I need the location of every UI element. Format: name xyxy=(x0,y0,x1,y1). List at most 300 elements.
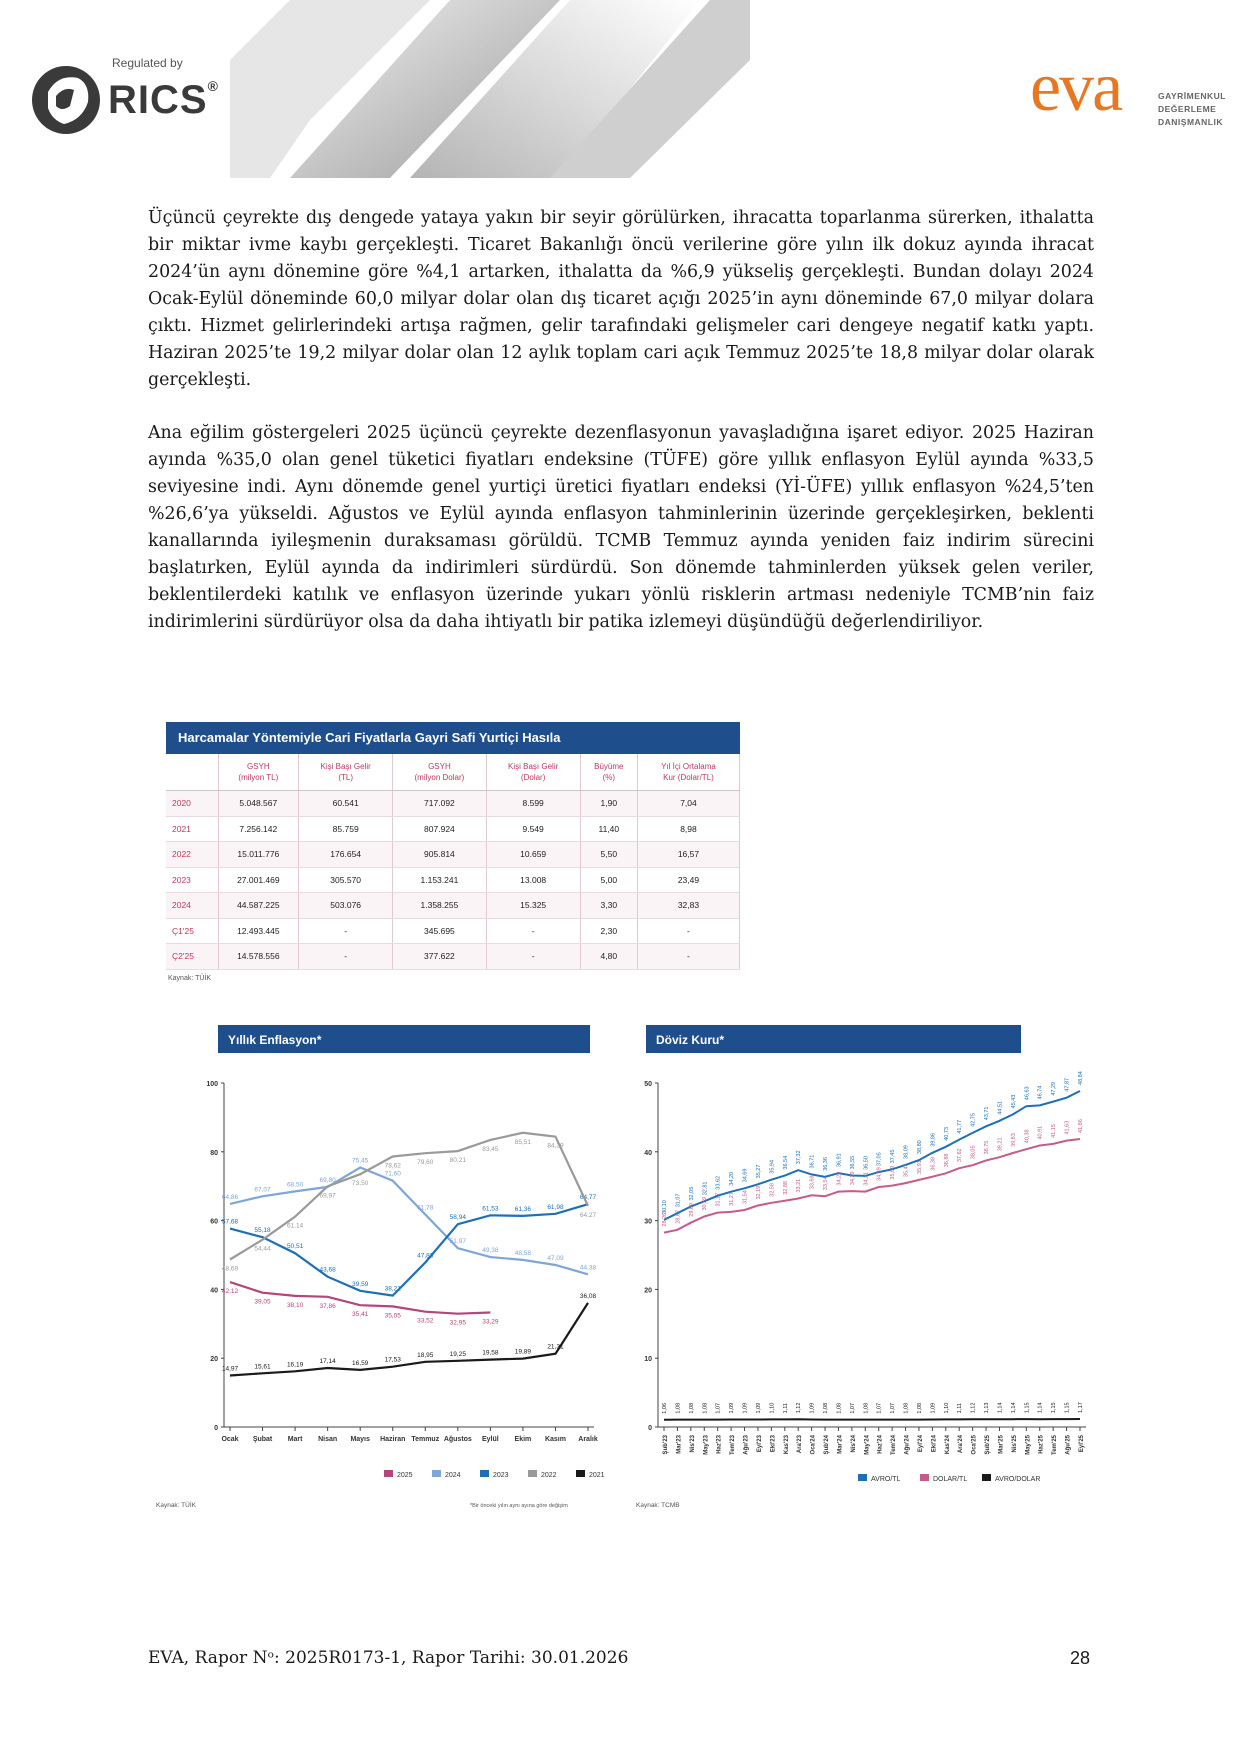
y-tick-label: 10 xyxy=(644,1356,652,1364)
data-label: 1,09 xyxy=(809,1402,816,1414)
legend-label: AVRO/DOLAR xyxy=(995,1476,1041,1483)
data-label: 32,88 xyxy=(782,1181,789,1195)
data-label: 71,60 xyxy=(384,1170,401,1178)
table-row xyxy=(166,791,740,817)
data-label: 33,52 xyxy=(417,1317,434,1325)
table-cell: 1.358.255 xyxy=(393,893,486,919)
data-label: 33,62 xyxy=(715,1175,722,1190)
row-year-cell: Ç2'25 xyxy=(166,944,218,970)
y-tick-label: 0 xyxy=(214,1425,218,1432)
x-tick-label: Haz'25 xyxy=(1038,1435,1045,1454)
y-tick-label: 40 xyxy=(210,1287,218,1295)
data-label: 32,81 xyxy=(702,1181,709,1196)
data-label: 33,54 xyxy=(823,1176,830,1191)
data-label: 38,21 xyxy=(384,1285,401,1293)
data-label: 37,45 xyxy=(890,1149,897,1164)
data-label: 36,71 xyxy=(809,1154,816,1169)
data-label: 1,07 xyxy=(849,1402,856,1414)
data-label: 1,14 xyxy=(997,1402,1004,1414)
table-cell: 10.659 xyxy=(486,842,580,868)
legend-swatch xyxy=(432,1470,441,1477)
eva-wordmark: eva xyxy=(1030,49,1122,126)
x-tick-label: May'23 xyxy=(703,1435,710,1455)
table-header-cell: Büyüme (%) xyxy=(580,754,637,791)
data-label: 38,10 xyxy=(286,1301,304,1309)
rics-regulated-label: Regulated by xyxy=(112,56,183,70)
data-label: 38,80 xyxy=(916,1140,923,1155)
table-cell: - xyxy=(637,918,739,944)
data-label: 32,19 xyxy=(755,1185,762,1200)
data-label: 34,69 xyxy=(742,1168,749,1183)
series-line-avro-dolar xyxy=(664,1419,1080,1420)
data-label: 38,75 xyxy=(984,1140,991,1155)
table-cell: 5,50 xyxy=(580,842,637,868)
inflation-chart xyxy=(148,985,620,1515)
x-tick-label: Kasım xyxy=(544,1436,566,1443)
table-cell: 7.256.142 xyxy=(218,816,299,842)
data-label: 67,07 xyxy=(254,1186,271,1194)
table-row xyxy=(166,893,740,919)
data-label: 36,55 xyxy=(849,1155,856,1170)
table-cell: 8,98 xyxy=(637,816,739,842)
x-tick-label: Ara'23 xyxy=(797,1435,804,1454)
data-label: 1,15 xyxy=(1064,1402,1071,1414)
y-tick-label: 40 xyxy=(644,1149,652,1157)
table-header-cell: Yıl İçi Ortalama Kur (Dolar/TL) xyxy=(637,754,739,791)
data-label: 35,27 xyxy=(755,1164,762,1179)
data-label: 1,14 xyxy=(1010,1402,1017,1414)
table-cell: 345.695 xyxy=(393,918,486,944)
data-label: 1,17 xyxy=(1078,1402,1084,1413)
data-label: 1,10 xyxy=(943,1402,950,1414)
data-label: 69,97 xyxy=(319,1192,336,1200)
exchange-rate-chart xyxy=(628,985,1093,1515)
data-label: 61,78 xyxy=(417,1204,434,1212)
legend-swatch xyxy=(576,1470,585,1477)
data-label: 1,09 xyxy=(930,1402,937,1414)
x-tick-label: Ekim xyxy=(514,1436,532,1443)
table-source: Kaynak: TÜİK xyxy=(168,975,212,982)
x-tick-label: Eylül xyxy=(481,1436,499,1443)
chart-title: Döviz Kuru* xyxy=(656,1033,725,1047)
x-tick-label: Eki'23 xyxy=(770,1435,777,1453)
data-label: 39,83 xyxy=(1010,1133,1017,1147)
legend-label: 2025 xyxy=(397,1472,413,1479)
table-cell: 4,80 xyxy=(580,944,637,970)
table-cell: 85.759 xyxy=(299,816,393,842)
row-year-cell: 2024 xyxy=(166,893,218,919)
table-cell: 11,40 xyxy=(580,816,637,842)
data-label: 44,51 xyxy=(997,1101,1004,1115)
x-tick-label: Oca'24 xyxy=(810,1435,817,1455)
legend-swatch xyxy=(920,1474,929,1481)
legend-label: 2022 xyxy=(541,1472,557,1479)
gdp-table-panel xyxy=(166,722,740,968)
table-cell: 5,00 xyxy=(580,867,637,893)
x-tick-label: Şub'25 xyxy=(985,1435,992,1455)
data-label: 41,77 xyxy=(957,1119,964,1134)
data-label: 17,53 xyxy=(384,1356,401,1364)
x-tick-label: Tem'23 xyxy=(730,1435,737,1455)
table-header-cell: Kişi Başı Gelir (TL) xyxy=(299,754,393,791)
y-tick-label: 100 xyxy=(206,1081,218,1088)
data-label: 61,14 xyxy=(286,1222,304,1230)
data-label: 15,61 xyxy=(254,1363,271,1371)
data-label: 17,14 xyxy=(319,1358,336,1366)
data-label: 1,06 xyxy=(662,1402,668,1414)
table-cell: 503.076 xyxy=(299,893,393,919)
data-label: 32,05 xyxy=(688,1186,695,1201)
table-cell: 905.814 xyxy=(393,842,486,868)
table-cell: 44.587.225 xyxy=(218,893,299,919)
data-label: 51,97 xyxy=(449,1238,466,1246)
data-label: 64,77 xyxy=(579,1194,597,1202)
data-label: 61,36 xyxy=(514,1205,532,1213)
data-label: 19,25 xyxy=(449,1350,466,1358)
table-row xyxy=(166,918,740,944)
data-label: 48,58 xyxy=(514,1249,532,1257)
data-label: 84,39 xyxy=(547,1142,564,1150)
legend-swatch xyxy=(528,1470,537,1477)
y-tick-label: 80 xyxy=(210,1149,218,1157)
data-label: 1,11 xyxy=(957,1403,964,1414)
table-cell: 305.570 xyxy=(299,867,393,893)
x-tick-label: Nisan xyxy=(318,1436,338,1443)
x-tick-label: Mar'24 xyxy=(837,1435,844,1454)
data-label: 1,11 xyxy=(782,1403,789,1414)
paragraph-inflation: Ana eğilim göstergeleri 2025 üçüncü çeyrekte dezenflasyonun yavaşladığına işaret ediyor. 2025 Haziran ayında %35,0 olan genel tüketici fiyatları endeksine (TÜFE) göre yıllık enflasyon Eylül ayında %33,5 seviyesine indi. Aynı dönemde genel yurtiçi üretici fiyatları endeksi (Yİ-ÜFE) yıllık enflasyon %24,5’ten %26,6’ya yükseldi. Ağustos ve Eylül ayında enflasyon tahminlerinin üzerinde gerçekleşirken, beklenti kanallarında iyileşmenin duraksaması görüldü. TCMB Temmuz ayında yeniden faiz indirim sürecini başlatırken, Eylül ayında da indirimleri sürdürdü. Son dönemde tahminlerden yüksek gelen veriler, beklentilerdeki katılık ve enflasyon üzerinde yukarı yönlü risklerin artması nedeniyle TCMB’nin faiz indirimlerini sürdürüyor olsa da daha ihtiyatlı bir patika izlemeyi düşündüğü değerlendiriliyor. xyxy=(148,423,1094,632)
data-label: 1,10 xyxy=(769,1402,776,1414)
data-label: 58,94 xyxy=(449,1214,466,1222)
data-label: 34,20 xyxy=(729,1171,736,1186)
data-label: 35,91 xyxy=(916,1160,923,1174)
data-label: 40,91 xyxy=(1037,1125,1044,1140)
data-label: 1,08 xyxy=(688,1402,695,1414)
data-label: 43,68 xyxy=(319,1266,336,1274)
table-header-cell xyxy=(166,754,218,791)
data-label: 47,87 xyxy=(1064,1077,1071,1092)
x-tick-label: Nis'25 xyxy=(1011,1435,1018,1453)
table-cell: 32,83 xyxy=(637,893,739,919)
data-label: 61,98 xyxy=(547,1203,564,1211)
chart-background xyxy=(628,985,1093,1515)
data-label: 75,45 xyxy=(352,1157,369,1165)
data-label: 79,60 xyxy=(417,1159,434,1167)
x-tick-label: Kas'23 xyxy=(783,1435,790,1455)
data-label: 41,86 xyxy=(1078,1119,1084,1134)
footer-report-info: EVA, Rapor Nᵒ: 2025R0173-1, Rapor Tarihi: 30.01.2026 xyxy=(148,1648,629,1668)
data-label: 36,91 xyxy=(836,1153,843,1168)
data-label: 54,44 xyxy=(254,1245,271,1253)
row-year-cell: 2021 xyxy=(166,816,218,842)
legend-label: DOLAR/TL xyxy=(933,1476,968,1483)
table-cell: 5.048.567 xyxy=(218,791,299,817)
paragraph-external-balance: Üçüncü çeyrekte dış dengede yataya yakın bir seyir görülürken, ihracatta toparlanma sürerken, ithalatta bir miktar ivme kaybı gerçekleşti. Ticaret Bakanlığı öncü verilerine göre yılın ilk dokuz ayında ihracat 2024’ün aynı dönemine göre %4,1 artarken, ithalatta da %6,9 yükseliş gerçekleşti. Bundan dolayı 2024 Ocak-Eylül döneminde 60,0 milyar dolar olan dış ticaret açığı 2025’in aynı döneminde 67,0 milyar dolara çıktı. Hizmet gelirlerindeki artışa rağmen, gelir tarafındaki gelişmeler cari dengeye negatif katkı yaptı. Haziran 2025’te 19,2 milyar dolar olan 12 aylık toplam cari açık Temmuz 2025’te 18,8 milyar dolar olarak gerçekleşti. xyxy=(148,208,1094,390)
table-header-cell: GSYH (milyon Dolar) xyxy=(393,754,486,791)
data-label: 35,05 xyxy=(384,1312,401,1320)
x-tick-label: May'25 xyxy=(1025,1435,1032,1455)
data-label: 36,50 xyxy=(863,1156,870,1170)
x-tick-label: Ağu'23 xyxy=(743,1435,750,1455)
table-cell: 13.008 xyxy=(486,867,580,893)
data-label: 1,15 xyxy=(1024,1402,1031,1414)
legend-swatch xyxy=(480,1470,489,1477)
table-header-cell: Kişi Başı Gelir (Dolar) xyxy=(486,754,580,791)
x-tick-label: Oca'25 xyxy=(971,1435,978,1455)
gdp-table xyxy=(166,754,740,970)
data-label: 39,21 xyxy=(997,1137,1004,1152)
data-label: 83,45 xyxy=(482,1145,499,1153)
data-label: 37,32 xyxy=(796,1150,803,1165)
data-label: 35,94 xyxy=(769,1159,776,1174)
page-number: 28 xyxy=(1070,1648,1091,1668)
data-label: 61,53 xyxy=(482,1205,499,1213)
x-tick-label: Tem'24 xyxy=(891,1435,898,1455)
legend-label: 2023 xyxy=(493,1472,509,1479)
data-label: 37,62 xyxy=(957,1148,964,1163)
row-year-cell: 2023 xyxy=(166,867,218,893)
row-year-cell: 2022 xyxy=(166,842,218,868)
x-tick-label: Ağustos xyxy=(443,1436,472,1443)
table-cell: 807.924 xyxy=(393,816,486,842)
data-label: 1,08 xyxy=(702,1402,709,1414)
data-label: 34,29 xyxy=(849,1171,856,1186)
x-tick-label: Aralık xyxy=(578,1436,598,1443)
data-label: 35,45 xyxy=(903,1163,910,1178)
x-tick-label: Temmuz xyxy=(411,1436,440,1443)
table-cell: - xyxy=(637,944,739,970)
data-label: 1,13 xyxy=(984,1402,991,1414)
data-label: 36,38 xyxy=(930,1156,937,1171)
chart-note: *Bir önceki yılın aynı ayına göre değişim xyxy=(470,1503,568,1509)
x-tick-label: Şub'23 xyxy=(663,1435,669,1455)
chart-title: Yıllık Enflasyon* xyxy=(228,1033,322,1047)
data-label: 1,08 xyxy=(836,1402,843,1414)
data-label: 30,59 xyxy=(702,1196,709,1211)
data-label: 1,08 xyxy=(675,1402,682,1414)
x-tick-label: Haz'24 xyxy=(877,1435,884,1454)
data-label: 21,31 xyxy=(547,1343,564,1351)
x-tick-label: Mar'25 xyxy=(998,1435,1005,1454)
data-label: 1,08 xyxy=(863,1402,870,1414)
table-cell: 14.578.556 xyxy=(218,944,299,970)
data-label: 43,71 xyxy=(984,1106,991,1121)
y-tick-label: 30 xyxy=(644,1218,652,1226)
data-label: 39,86 xyxy=(930,1132,937,1147)
x-tick-label: Tem'25 xyxy=(1052,1435,1059,1455)
data-label: 31,17 xyxy=(715,1192,722,1207)
data-label: 35,41 xyxy=(352,1311,369,1319)
table-cell: 7,04 xyxy=(637,791,739,817)
x-tick-label: Mart xyxy=(287,1436,303,1443)
y-tick-label: 20 xyxy=(644,1287,652,1295)
table-row xyxy=(166,944,740,970)
table-cell: 2,30 xyxy=(580,918,637,944)
data-label: 50,51 xyxy=(286,1243,304,1251)
y-tick-label: 20 xyxy=(210,1356,218,1364)
data-label: 48,84 xyxy=(1078,1071,1084,1085)
data-label: 36,08 xyxy=(579,1292,597,1300)
data-label: 80,21 xyxy=(449,1157,466,1165)
data-label: 32,95 xyxy=(449,1319,466,1327)
data-label: 42,75 xyxy=(970,1113,977,1127)
data-label: 29,69 xyxy=(688,1202,695,1217)
data-label: 48,69 xyxy=(221,1265,239,1273)
chart-source: Kaynak: TÜİK xyxy=(156,1502,196,1509)
data-label: 57,68 xyxy=(221,1218,239,1226)
table-cell: 15.011.776 xyxy=(218,842,299,868)
data-label: 1,12 xyxy=(796,1402,803,1414)
data-label: 69,80 xyxy=(319,1176,336,1184)
data-label: 46,63 xyxy=(1024,1086,1031,1101)
data-label: 34,21 xyxy=(863,1171,870,1186)
table-cell: - xyxy=(486,918,580,944)
data-label: 30,10 xyxy=(662,1200,668,1214)
table-cell: - xyxy=(486,944,580,970)
data-label: 1,08 xyxy=(916,1402,923,1414)
data-label: 41,15 xyxy=(1051,1124,1058,1138)
rics-wordmark: RICS® xyxy=(108,78,219,122)
table-cell: 27.001.469 xyxy=(218,867,299,893)
table-row xyxy=(166,816,740,842)
data-label: 14,97 xyxy=(221,1365,239,1373)
table-row xyxy=(166,867,740,893)
data-label: 40,73 xyxy=(943,1127,950,1141)
data-label: 46,74 xyxy=(1037,1085,1044,1100)
row-year-cell: 2020 xyxy=(166,791,218,817)
x-tick-label: Ağu'24 xyxy=(904,1435,911,1455)
data-label: 85,51 xyxy=(514,1138,532,1146)
table-cell: 15.325 xyxy=(486,893,580,919)
data-label: 1,09 xyxy=(729,1402,736,1414)
legend-swatch xyxy=(858,1474,867,1481)
data-label: 64,27 xyxy=(579,1211,597,1219)
x-tick-label: Nis'23 xyxy=(689,1435,696,1453)
x-tick-label: Haz'23 xyxy=(716,1435,723,1454)
row-year-cell: Ç1'25 xyxy=(166,918,218,944)
x-tick-label: Haziran xyxy=(380,1436,406,1443)
data-label: 1,07 xyxy=(715,1402,722,1414)
table-cell: 60.541 xyxy=(299,791,393,817)
data-label: 1,07 xyxy=(890,1402,897,1414)
data-label: 33,68 xyxy=(809,1175,816,1190)
table-cell: - xyxy=(299,944,393,970)
data-label: 1,09 xyxy=(755,1402,762,1414)
data-label: 55,18 xyxy=(254,1227,271,1235)
data-label: 42,12 xyxy=(221,1288,239,1296)
x-tick-label: Mayıs xyxy=(350,1436,370,1443)
table-cell: 9.549 xyxy=(486,816,580,842)
x-tick-label: Ocak xyxy=(221,1436,239,1443)
legend-label: AVRO/TL xyxy=(871,1476,901,1483)
data-label: 36,36 xyxy=(823,1157,830,1171)
data-label: 1,07 xyxy=(876,1402,883,1414)
data-label: 32,58 xyxy=(769,1183,776,1197)
data-label: 1,08 xyxy=(903,1402,910,1414)
data-label: 31,54 xyxy=(742,1190,749,1205)
data-label: 37,86 xyxy=(319,1302,336,1310)
table-row xyxy=(166,842,740,868)
data-label: 45,43 xyxy=(1010,1094,1017,1109)
table-cell: 12.493.445 xyxy=(218,918,299,944)
x-tick-label: Şub'24 xyxy=(824,1435,831,1455)
data-label: 38,09 xyxy=(903,1145,910,1159)
table-cell: - xyxy=(299,918,393,944)
data-label: 36,88 xyxy=(943,1153,950,1168)
x-tick-label: May'24 xyxy=(864,1435,871,1455)
data-label: 78,62 xyxy=(384,1162,401,1170)
data-label: 19,58 xyxy=(482,1349,499,1357)
data-label: 33,21 xyxy=(796,1178,803,1193)
y-tick-label: 0 xyxy=(648,1425,652,1432)
data-label: 47,09 xyxy=(547,1255,564,1263)
x-tick-label: Mar'23 xyxy=(676,1435,683,1454)
data-label: 1,15 xyxy=(1051,1402,1058,1414)
rics-lion-icon xyxy=(30,62,102,138)
legend-label: 2024 xyxy=(445,1472,461,1479)
chart-source: Kaynak: TCMB xyxy=(636,1502,680,1509)
y-tick-label: 60 xyxy=(210,1218,218,1226)
table-cell: 176.654 xyxy=(299,842,393,868)
x-tick-label: Eyl'24 xyxy=(917,1435,924,1453)
data-label: 33,29 xyxy=(482,1318,499,1326)
eva-tagline: GAYRİMENKUL DEĞERLEME DANIŞMANLIK xyxy=(1158,91,1226,127)
data-label: 44,38 xyxy=(579,1264,597,1272)
data-label: 16,59 xyxy=(352,1359,369,1367)
x-tick-label: Eyl'23 xyxy=(756,1435,763,1453)
table-cell: 377.622 xyxy=(393,944,486,970)
legend-swatch xyxy=(982,1474,991,1481)
data-label: 64,86 xyxy=(221,1193,239,1201)
table-cell: 16,57 xyxy=(637,842,739,868)
data-label: 41,63 xyxy=(1064,1120,1071,1135)
legend-swatch xyxy=(384,1470,393,1477)
table-cell: 717.092 xyxy=(393,791,486,817)
header-decoration xyxy=(230,0,750,178)
data-label: 39,59 xyxy=(352,1280,369,1288)
table-cell: 8.599 xyxy=(486,791,580,817)
data-label: 19,89 xyxy=(514,1348,532,1356)
data-label: 35,09 xyxy=(890,1165,897,1180)
data-label: 1,08 xyxy=(823,1402,830,1414)
data-label: 34,22 xyxy=(836,1171,843,1186)
data-label: 31,07 xyxy=(675,1193,682,1208)
table-cell: 3,30 xyxy=(580,893,637,919)
table-header-cell: GSYH (milyon TL) xyxy=(218,754,299,791)
data-label: 73,50 xyxy=(352,1180,369,1188)
x-tick-label: Ağu'25 xyxy=(1065,1435,1072,1455)
legend-label: 2021 xyxy=(589,1472,605,1479)
data-label: 18,95 xyxy=(417,1351,434,1359)
data-label: 34,89 xyxy=(876,1167,883,1181)
data-label: 37,05 xyxy=(876,1152,883,1167)
x-tick-label: Ara'24 xyxy=(958,1435,965,1454)
table-cell: 1.153.241 xyxy=(393,867,486,893)
data-label: 68,50 xyxy=(286,1181,304,1189)
x-tick-label: Nis'24 xyxy=(850,1435,857,1453)
gdp-table-title: Harcamalar Yöntemiyle Cari Fiyatlarla Gayri Safi Yurtiçi Hasıla xyxy=(166,722,740,754)
data-label: 16,19 xyxy=(286,1361,304,1369)
data-label: 28,26 xyxy=(662,1212,668,1227)
data-label: 1,12 xyxy=(970,1402,977,1414)
data-label: 47,83 xyxy=(417,1252,434,1260)
table-cell: 1,90 xyxy=(580,791,637,817)
x-tick-label: Eyl'25 xyxy=(1079,1435,1085,1453)
data-label: 38,05 xyxy=(970,1145,977,1160)
data-label: 40,38 xyxy=(1024,1129,1031,1144)
x-tick-label: Eki'24 xyxy=(931,1435,938,1453)
data-label: 1,14 xyxy=(1037,1402,1044,1414)
